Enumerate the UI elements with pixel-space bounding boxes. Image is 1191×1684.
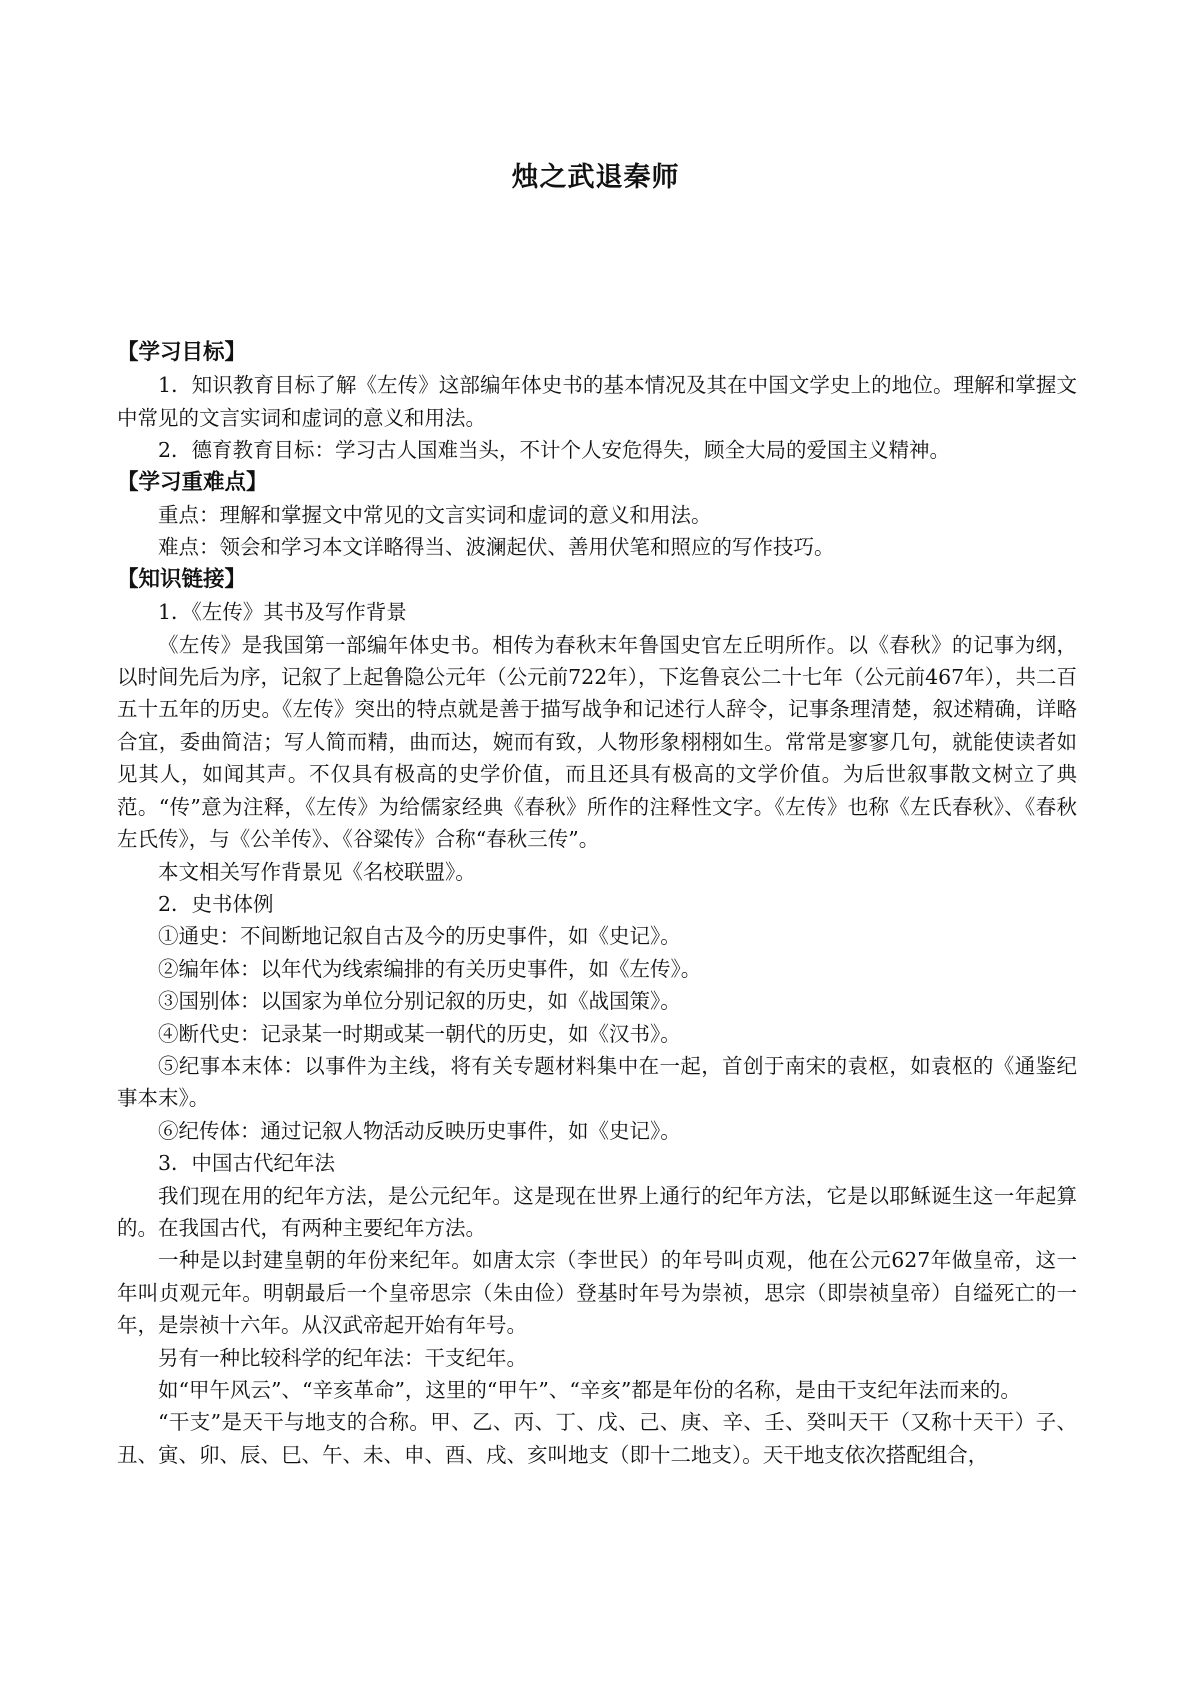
list-item: ①通史：不间断地记叙自古及今的历史事件，如《史记》。	[158, 924, 681, 949]
paragraph: 我们现在用的纪年方法，是公元纪年。这是现在世界上通行的纪年方法，它是以耶稣诞生这一年起算的。在我国古代，有两种主要纪年方法。	[117, 1183, 1077, 1240]
paragraph: 2．史书体例	[158, 891, 274, 916]
section-heading-knowledge: 【知识链接】	[117, 566, 247, 592]
list-item: ④断代史：记录某一时期或某一朝代的历史，如《汉书》。	[158, 1021, 681, 1046]
paragraph: “干支”是天干与地支的合称。甲、乙、丙、丁、戊、己、庚、辛、壬、癸叫天干（又称十天干）子、丑、寅、卯、辰、巳、午、未、申、酉、戌、亥叫地支（即十二地支）。天干地支依次搭配组合，	[117, 1410, 1077, 1467]
paragraph: 1．《左传》其书及写作背景	[158, 600, 407, 625]
list-item: ⑥纪传体：通过记叙人物活动反映历史事件，如《史记》。	[158, 1118, 681, 1143]
paragraph: 《左传》是我国第一部编年体史书。相传为春秋末年鲁国史官左丘明所作。以《春秋》的记事为纲，以时间先后为序，记叙了上起鲁隐公元年（公元前722年），下迄鲁哀公二十七年（公元前467年），共二百五十五年的历史。《左传》突出的特点就是善于描写战争和记述行人辞令，记事条理清楚，叙述精确，详略合宜，委曲简洁；写人简而精，曲而达，婉而有致，人物形象栩栩如生。常常是寥寥几句，就能使读者如见其人，如闻其声。不仅具有极高的史学价值，而且还具有极高的文学价值。为后世叙事散文树立了典范。“传”意为注释，《左传》为给儒家经典《春秋》所作的注释性文字。《左传》也称《左氏春秋》、《春秋左氏传》，与《公羊传》、《谷粱传》合称“春秋三传”。	[117, 632, 1077, 852]
list-item: ③国别体：以国家为单位分别记叙的历史，如《战国策》。	[158, 989, 681, 1014]
paragraph: 一种是以封建皇朝的年份来纪年。如唐太宗（李世民）的年号叫贞观，他在公元627年做皇帝，这一年叫贞观元年。明朝最后一个皇帝思宗（朱由俭）登基时年号为崇祯，思宗（即崇祯皇帝）自缢死亡的一年，是崇祯十六年。从汉武帝起开始有年号。	[117, 1248, 1077, 1338]
list-item: ⑤纪事本末体：以事件为主线，将有关专题材料集中在一起，首创于南宋的袁枢，如袁枢的《通鉴纪事本末》。	[117, 1053, 1077, 1111]
paragraph: 另有一种比较科学的纪年法：干支纪年。	[158, 1345, 527, 1370]
section-heading-key-points: 【学习重难点】	[117, 469, 268, 495]
paragraph: 3．中国古代纪年法	[158, 1151, 336, 1176]
paragraph: 难点：领会和学习本文详略得当、波澜起伏、善用伏笔和照应的写作技巧。	[158, 535, 835, 560]
paragraph: 如“甲午风云”、“辛亥革命”，这里的“甲午”、“辛亥”都是年份的名称，是由干支纪年法而来的。	[158, 1378, 1021, 1402]
paragraph: 2．德育教育目标：学习古人国难当头，不计个人安危得失，顾全大局的爱国主义精神。	[158, 438, 951, 463]
paragraph: 1．知识教育目标了解《左传》这部编年体史书的基本情况及其在中国文学史上的地位。理解和掌握文中常见的文言实词和虚词的意义和用法。	[117, 373, 1077, 430]
section-heading-goals: 【学习目标】	[117, 340, 247, 365]
document-title: 烛之武退秦师	[511, 162, 680, 193]
paragraph: 重点：理解和掌握文中常见的文言实词和虚词的意义和用法。	[158, 503, 712, 528]
paragraph: 本文相关写作背景见《名校联盟》。	[158, 859, 476, 884]
document-body	[117, 337, 1077, 1471]
list-item: ②编年体：以年代为线索编排的有关历史事件，如《左传》。	[158, 956, 702, 981]
